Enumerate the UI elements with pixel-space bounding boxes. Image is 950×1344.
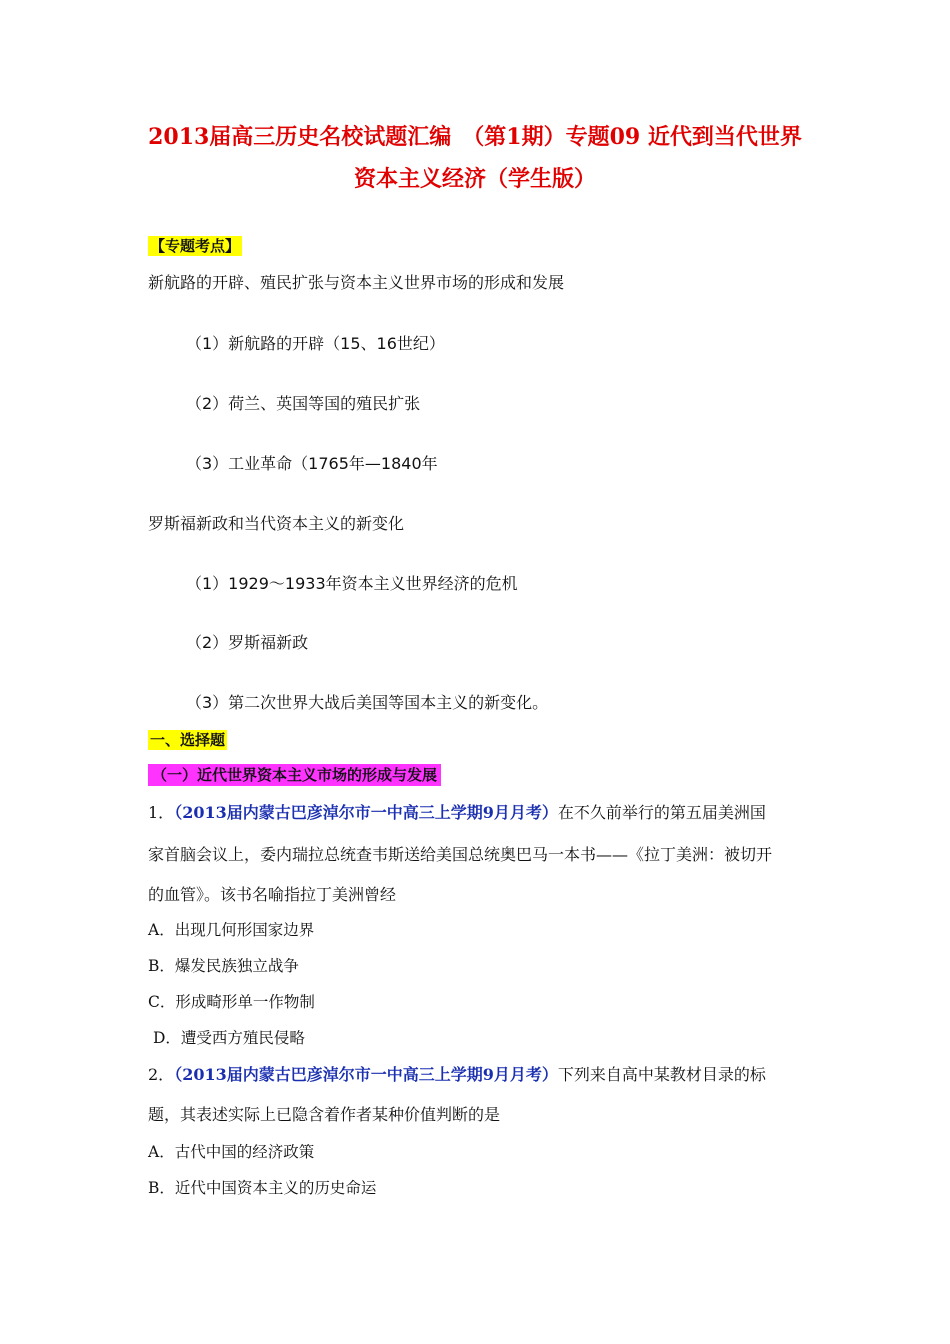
question-2-line-2: 题，其表述实际上已隐含着作者某种价值判断的是 (148, 1105, 501, 1124)
topic-2-item: （1）1929～1933年资本主义世界经济的危机 (186, 574, 518, 593)
question-2-option: B．近代中国资本主义的历史命运 (148, 1179, 377, 1197)
question-1-line-2: 家首脑会议上，委内瑞拉总统查韦斯送给美国总统奥巴马一本书——《拉丁美洲：被切开 (148, 845, 773, 864)
question-1-option: B．爆发民族独立战争 (148, 957, 299, 975)
question-2-source: （2013届内蒙古巴彦淖尔市一中高三上学期9月月考） (174, 1065, 558, 1084)
question-1-option: A．出现几何形国家边界 (148, 921, 315, 939)
question-2-option: A．古代中国的经济政策 (148, 1143, 315, 1161)
question-1-line-1 (148, 800, 766, 823)
choice-subheading-row (148, 764, 441, 785)
question-1-text: 在不久前举行的第五届美洲国 (557, 803, 766, 822)
question-2-text: 下列来自高中某教材目录的标 (557, 1065, 766, 1084)
question-1-number: 1． (148, 803, 175, 822)
document-title (100, 116, 850, 200)
choice-subsection-heading: （一）近代世界资本主义市场的形成与发展 (148, 764, 441, 786)
question-1-source: （2013届内蒙古巴彦淖尔市一中高三上学期9月月考） (174, 803, 558, 822)
question-2-line-1 (148, 1062, 766, 1085)
topic-1-item: （2）荷兰、英国等国的殖民扩张 (186, 394, 421, 413)
topics-heading-row (148, 235, 242, 256)
title-line-1: 2013届高三历史名校试题汇编 （第1期）专题09 近代到当代世界 (148, 124, 802, 150)
question-1-line-3: 的血管》。该书名喻指拉丁美洲曾经 (148, 885, 397, 904)
topic-1-item: （3）工业革命（1765年—1840年 (186, 454, 438, 473)
choice-section-heading: 一、选择题 (150, 731, 226, 749)
topic-2-item: （3）第二次世界大战后美国等国本主义的新变化。 (186, 693, 549, 712)
question-1-option: C．形成畸形单一作物制 (148, 993, 315, 1011)
topics-heading: 【专题考点】 (150, 237, 241, 255)
question-1-option: D．遭受西方殖民侵略 (153, 1029, 305, 1047)
topic-2-item: （2）罗斯福新政 (186, 633, 309, 652)
topic-2: 罗斯福新政和当代资本主义的新变化 (148, 514, 405, 533)
topic-1: 新航路的开辟、殖民扩张与资本主义世界市场的形成和发展 (148, 273, 565, 292)
title-line-2: 资本主义经济（学生版） (353, 166, 596, 192)
question-2-number: 2． (148, 1065, 175, 1084)
choice-heading-row (148, 729, 227, 750)
topic-1-item: （1）新航路的开辟（15、16世纪） (186, 334, 445, 353)
